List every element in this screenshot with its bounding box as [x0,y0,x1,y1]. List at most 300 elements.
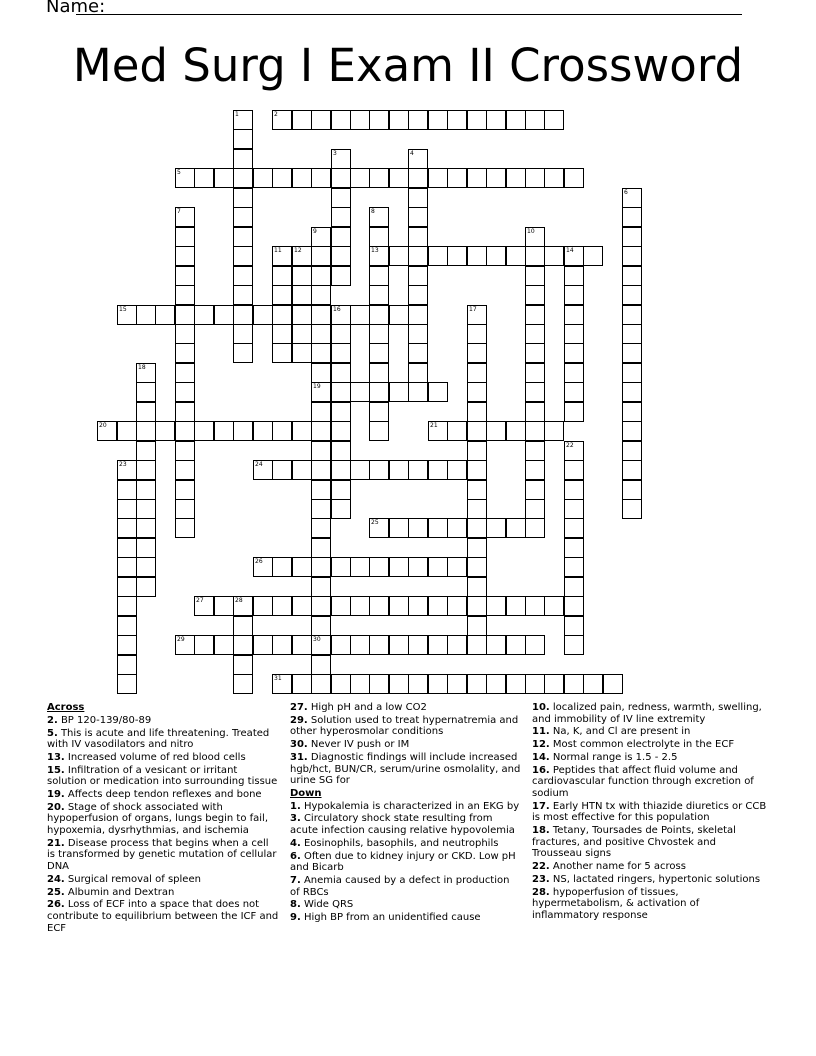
grid-cell[interactable] [292,266,312,286]
grid-cell[interactable] [467,460,487,480]
grid-cell[interactable] [311,557,331,577]
grid-cell[interactable] [564,518,584,538]
grid-cell[interactable] [136,538,156,558]
grid-cell[interactable] [447,596,467,616]
grid-cell[interactable] [467,518,487,538]
grid-cell[interactable] [292,168,312,188]
grid-cell[interactable] [428,421,448,441]
grid-cell[interactable] [564,246,584,266]
grid-cell[interactable] [292,674,312,694]
grid-cell[interactable] [175,227,195,247]
grid-cell[interactable] [136,441,156,461]
grid-cell[interactable] [544,246,564,266]
grid-cell[interactable] [253,421,273,441]
grid-cell[interactable] [486,246,506,266]
grid-cell[interactable] [233,674,253,694]
grid-cell[interactable] [369,266,389,286]
grid-cell[interactable] [214,421,234,441]
grid-cell[interactable] [175,285,195,305]
grid-cell[interactable] [447,518,467,538]
grid-cell[interactable] [272,674,292,694]
grid-cell[interactable] [467,538,487,558]
grid-cell[interactable] [311,402,331,422]
grid-cell[interactable] [525,324,545,344]
grid-cell[interactable] [525,499,545,519]
grid-cell[interactable] [233,635,253,655]
grid-cell[interactable] [331,441,351,461]
grid-cell[interactable] [214,596,234,616]
grid-cell[interactable] [389,110,409,130]
grid-cell[interactable] [622,460,642,480]
grid-cell[interactable] [486,421,506,441]
grid-cell[interactable] [583,674,603,694]
grid-cell[interactable] [136,480,156,500]
grid-cell[interactable] [525,246,545,266]
grid-cell[interactable] [331,246,351,266]
grid-cell[interactable] [136,402,156,422]
grid-cell[interactable] [564,577,584,597]
grid-cell[interactable] [311,305,331,325]
grid-cell[interactable] [389,518,409,538]
grid-cell[interactable] [331,110,351,130]
grid-cell[interactable] [175,324,195,344]
grid-cell[interactable] [408,382,428,402]
grid-cell[interactable] [389,557,409,577]
grid-cell[interactable] [117,518,137,538]
grid-cell[interactable] [175,460,195,480]
grid-cell[interactable] [311,518,331,538]
grid-cell[interactable] [311,421,331,441]
grid-cell[interactable] [525,596,545,616]
grid-cell[interactable] [408,149,428,169]
grid-cell[interactable] [428,635,448,655]
grid-cell[interactable] [272,421,292,441]
grid-cell[interactable] [525,343,545,363]
grid-cell[interactable] [408,363,428,383]
grid-cell[interactable] [447,460,467,480]
grid-cell[interactable] [311,635,331,655]
grid-cell[interactable] [175,363,195,383]
grid-cell[interactable] [136,382,156,402]
grid-cell[interactable] [311,285,331,305]
grid-cell[interactable] [369,305,389,325]
grid-cell[interactable] [233,305,253,325]
grid-cell[interactable] [467,577,487,597]
grid-cell[interactable] [253,168,273,188]
grid-cell[interactable] [233,149,253,169]
grid-cell[interactable] [583,246,603,266]
grid-cell[interactable] [369,460,389,480]
grid-cell[interactable] [428,674,448,694]
grid-cell[interactable] [233,421,253,441]
grid-cell[interactable] [233,110,253,130]
grid-cell[interactable] [428,246,448,266]
grid-cell[interactable] [155,305,175,325]
grid-cell[interactable] [467,674,487,694]
grid-cell[interactable] [525,480,545,500]
grid-cell[interactable] [622,343,642,363]
grid-cell[interactable] [506,168,526,188]
grid-cell[interactable] [525,227,545,247]
grid-cell[interactable] [622,421,642,441]
grid-cell[interactable] [292,557,312,577]
grid-cell[interactable] [389,460,409,480]
grid-cell[interactable] [233,246,253,266]
grid-cell[interactable] [467,305,487,325]
grid-cell[interactable] [292,421,312,441]
grid-cell[interactable] [486,596,506,616]
grid-cell[interactable] [622,382,642,402]
grid-cell[interactable] [525,305,545,325]
grid-cell[interactable] [467,324,487,344]
grid-cell[interactable] [272,168,292,188]
grid-cell[interactable] [292,343,312,363]
grid-cell[interactable] [117,305,137,325]
grid-cell[interactable] [175,480,195,500]
grid-cell[interactable] [369,402,389,422]
grid-cell[interactable] [525,421,545,441]
grid-cell[interactable] [311,655,331,675]
grid-cell[interactable] [408,557,428,577]
grid-cell[interactable] [622,363,642,383]
grid-cell[interactable] [311,538,331,558]
grid-cell[interactable] [428,460,448,480]
grid-cell[interactable] [544,168,564,188]
grid-cell[interactable] [194,305,214,325]
grid-cell[interactable] [311,382,331,402]
grid-cell[interactable] [506,518,526,538]
grid-cell[interactable] [369,421,389,441]
grid-cell[interactable] [564,363,584,383]
grid-cell[interactable] [389,305,409,325]
grid-cell[interactable] [447,674,467,694]
grid-cell[interactable] [564,402,584,422]
grid-cell[interactable] [253,305,273,325]
grid-cell[interactable] [311,324,331,344]
grid-cell[interactable] [175,343,195,363]
grid-cell[interactable] [233,324,253,344]
grid-cell[interactable] [117,635,137,655]
grid-cell[interactable] [564,460,584,480]
grid-cell[interactable] [350,382,370,402]
grid-cell[interactable] [331,480,351,500]
grid-cell[interactable] [117,674,137,694]
grid-cell[interactable] [525,168,545,188]
grid-cell[interactable] [233,655,253,675]
grid-cell[interactable] [506,421,526,441]
grid-cell[interactable] [564,168,584,188]
grid-cell[interactable] [467,635,487,655]
grid-cell[interactable] [350,674,370,694]
grid-cell[interactable] [272,343,292,363]
grid-cell[interactable] [311,441,331,461]
grid-cell[interactable] [428,168,448,188]
grid-cell[interactable] [175,266,195,286]
grid-cell[interactable] [467,363,487,383]
grid-cell[interactable] [331,557,351,577]
grid-cell[interactable] [117,538,137,558]
grid-cell[interactable] [525,285,545,305]
grid-cell[interactable] [408,343,428,363]
grid-cell[interactable] [233,129,253,149]
grid-cell[interactable] [272,305,292,325]
grid-cell[interactable] [408,168,428,188]
grid-cell[interactable] [311,499,331,519]
grid-cell[interactable] [467,168,487,188]
grid-cell[interactable] [331,324,351,344]
grid-cell[interactable] [564,674,584,694]
grid-cell[interactable] [311,480,331,500]
grid-cell[interactable] [369,674,389,694]
grid-cell[interactable] [564,343,584,363]
grid-cell[interactable] [506,635,526,655]
grid-cell[interactable] [311,246,331,266]
grid-cell[interactable] [369,324,389,344]
grid-cell[interactable] [331,168,351,188]
grid-cell[interactable] [331,227,351,247]
grid-cell[interactable] [564,441,584,461]
grid-cell[interactable] [467,596,487,616]
grid-cell[interactable] [622,207,642,227]
grid-cell[interactable] [350,635,370,655]
grid-cell[interactable] [311,363,331,383]
grid-cell[interactable] [447,246,467,266]
grid-cell[interactable] [292,596,312,616]
grid-cell[interactable] [447,635,467,655]
grid-cell[interactable] [622,324,642,344]
grid-cell[interactable] [486,110,506,130]
grid-cell[interactable] [253,596,273,616]
grid-cell[interactable] [253,557,273,577]
grid-cell[interactable] [564,538,584,558]
grid-cell[interactable] [486,635,506,655]
grid-cell[interactable] [389,596,409,616]
grid-cell[interactable] [136,499,156,519]
grid-cell[interactable] [544,596,564,616]
grid-cell[interactable] [194,596,214,616]
grid-cell[interactable] [622,441,642,461]
grid-cell[interactable] [272,635,292,655]
grid-cell[interactable] [272,557,292,577]
grid-cell[interactable] [292,460,312,480]
grid-cell[interactable] [467,441,487,461]
grid-cell[interactable] [408,635,428,655]
grid-cell[interactable] [175,246,195,266]
grid-cell[interactable] [311,460,331,480]
grid-cell[interactable] [622,188,642,208]
grid-cell[interactable] [175,207,195,227]
grid-cell[interactable] [136,421,156,441]
grid-cell[interactable] [331,674,351,694]
grid-cell[interactable] [175,635,195,655]
grid-cell[interactable] [544,110,564,130]
grid-cell[interactable] [331,207,351,227]
grid-cell[interactable] [525,460,545,480]
grid-cell[interactable] [603,674,623,694]
grid-cell[interactable] [175,305,195,325]
grid-cell[interactable] [408,324,428,344]
grid-cell[interactable] [408,518,428,538]
grid-cell[interactable] [408,246,428,266]
grid-cell[interactable] [408,188,428,208]
grid-cell[interactable] [389,246,409,266]
grid-cell[interactable] [175,168,195,188]
grid-cell[interactable] [467,402,487,422]
grid-cell[interactable] [272,596,292,616]
grid-cell[interactable] [486,518,506,538]
grid-cell[interactable] [408,110,428,130]
grid-cell[interactable] [350,110,370,130]
grid-cell[interactable] [506,246,526,266]
grid-cell[interactable] [292,110,312,130]
grid-cell[interactable] [408,227,428,247]
grid-cell[interactable] [408,460,428,480]
grid-cell[interactable] [447,557,467,577]
grid-cell[interactable] [622,305,642,325]
grid-cell[interactable] [136,557,156,577]
grid-cell[interactable] [467,499,487,519]
grid-cell[interactable] [622,266,642,286]
grid-cell[interactable] [175,499,195,519]
grid-cell[interactable] [369,596,389,616]
grid-cell[interactable] [331,343,351,363]
grid-cell[interactable] [233,343,253,363]
grid-cell[interactable] [311,616,331,636]
grid-cell[interactable] [564,616,584,636]
grid-cell[interactable] [194,635,214,655]
grid-cell[interactable] [272,266,292,286]
grid-cell[interactable] [369,246,389,266]
grid-cell[interactable] [564,285,584,305]
grid-cell[interactable] [331,382,351,402]
grid-cell[interactable] [369,168,389,188]
grid-cell[interactable] [331,266,351,286]
grid-cell[interactable] [525,402,545,422]
grid-cell[interactable] [331,363,351,383]
grid-cell[interactable] [467,246,487,266]
grid-cell[interactable] [506,674,526,694]
grid-cell[interactable] [525,674,545,694]
grid-cell[interactable] [194,421,214,441]
grid-cell[interactable] [233,596,253,616]
grid-cell[interactable] [506,596,526,616]
grid-cell[interactable] [175,518,195,538]
grid-cell[interactable] [272,285,292,305]
grid-cell[interactable] [233,207,253,227]
grid-cell[interactable] [622,402,642,422]
grid-cell[interactable] [564,382,584,402]
grid-cell[interactable] [564,266,584,286]
grid-cell[interactable] [117,655,137,675]
grid-cell[interactable] [447,110,467,130]
grid-cell[interactable] [564,480,584,500]
grid-cell[interactable] [117,480,137,500]
grid-cell[interactable] [525,382,545,402]
grid-cell[interactable] [117,616,137,636]
grid-cell[interactable] [311,343,331,363]
grid-cell[interactable] [350,596,370,616]
grid-cell[interactable] [136,305,156,325]
grid-cell[interactable] [253,635,273,655]
grid-cell[interactable] [467,110,487,130]
grid-cell[interactable] [292,635,312,655]
grid-cell[interactable] [214,168,234,188]
grid-cell[interactable] [350,305,370,325]
grid-cell[interactable] [369,557,389,577]
grid-cell[interactable] [467,421,487,441]
grid-cell[interactable] [622,246,642,266]
grid-cell[interactable] [525,518,545,538]
grid-cell[interactable] [564,557,584,577]
grid-cell[interactable] [369,207,389,227]
grid-cell[interactable] [389,382,409,402]
grid-cell[interactable] [467,343,487,363]
grid-cell[interactable] [117,460,137,480]
grid-cell[interactable] [408,674,428,694]
grid-cell[interactable] [389,635,409,655]
grid-cell[interactable] [117,499,137,519]
grid-cell[interactable] [564,305,584,325]
grid-cell[interactable] [136,577,156,597]
grid-cell[interactable] [467,616,487,636]
grid-cell[interactable] [233,188,253,208]
grid-cell[interactable] [331,149,351,169]
grid-cell[interactable] [506,110,526,130]
grid-cell[interactable] [564,596,584,616]
grid-cell[interactable] [331,188,351,208]
grid-cell[interactable] [311,227,331,247]
grid-cell[interactable] [408,207,428,227]
grid-cell[interactable] [175,382,195,402]
grid-cell[interactable] [564,324,584,344]
grid-cell[interactable] [311,674,331,694]
grid-cell[interactable] [331,596,351,616]
grid-cell[interactable] [369,227,389,247]
grid-cell[interactable] [544,421,564,441]
grid-cell[interactable] [622,227,642,247]
grid-cell[interactable] [136,363,156,383]
grid-cell[interactable] [233,616,253,636]
grid-cell[interactable] [233,266,253,286]
grid-cell[interactable] [272,110,292,130]
grid-cell[interactable] [467,382,487,402]
grid-cell[interactable] [233,285,253,305]
grid-cell[interactable] [428,518,448,538]
grid-cell[interactable] [564,635,584,655]
grid-cell[interactable] [525,110,545,130]
grid-cell[interactable] [233,227,253,247]
grid-cell[interactable] [467,557,487,577]
grid-cell[interactable] [369,635,389,655]
grid-cell[interactable] [447,168,467,188]
grid-cell[interactable] [331,402,351,422]
grid-cell[interactable] [350,557,370,577]
grid-cell[interactable] [369,285,389,305]
grid-cell[interactable] [214,635,234,655]
grid-cell[interactable] [369,518,389,538]
grid-cell[interactable] [350,168,370,188]
grid-cell[interactable] [389,168,409,188]
grid-cell[interactable] [369,382,389,402]
grid-cell[interactable] [214,305,234,325]
grid-cell[interactable] [97,421,117,441]
grid-cell[interactable] [253,460,273,480]
grid-cell[interactable] [136,460,156,480]
grid-cell[interactable] [194,168,214,188]
grid-cell[interactable] [525,363,545,383]
grid-cell[interactable] [117,421,137,441]
grid-cell[interactable] [331,305,351,325]
